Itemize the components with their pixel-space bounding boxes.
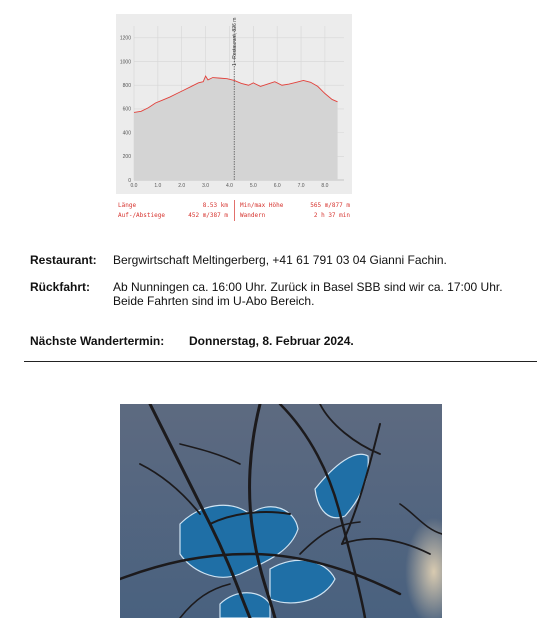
elevation-profile-svg <box>116 14 352 194</box>
ascent-descent-value: 452 m/387 m <box>188 212 228 219</box>
x-tick-label: 2.0 <box>178 183 186 189</box>
x-axis-ticks <box>131 183 329 189</box>
x-tick-label: 8.0 <box>321 183 329 189</box>
hiking-time-label: Wandern <box>240 212 266 219</box>
y-axis-ticks <box>120 36 131 184</box>
minmax-height-value: 565 m/877 m <box>310 202 350 209</box>
x-tick-label: 1.0 <box>154 183 162 189</box>
y-tick-label: 1200 <box>119 35 131 42</box>
elevation-area <box>134 76 338 180</box>
y-tick-label: 0 <box>128 177 131 184</box>
hiking-time-value: 2 h 37 min <box>313 212 350 219</box>
y-tick-label: 800 <box>122 83 131 90</box>
x-tick-label: 3.0 <box>202 183 210 189</box>
y-tick-label: 200 <box>122 154 131 161</box>
elevation-profile-chart <box>116 14 352 194</box>
next-hike-label: Nächste Wandertermin: <box>30 334 165 348</box>
return-trip-text-line-1: Ab Nunningen ca. 16:00 Uhr. Zurück in Basel SBB sind wir ca. 17:00 Uhr. <box>113 280 503 294</box>
horizontal-divider <box>24 361 537 362</box>
stats-row-1 <box>116 202 352 211</box>
x-tick-label: 0.0 <box>130 183 138 189</box>
y-tick-label: 400 <box>122 130 131 137</box>
restaurant-marker-label: 1 - Restaurant, 826 m <box>232 17 239 66</box>
route-stats <box>116 200 352 222</box>
restaurant-label: Restaurant: <box>30 253 97 267</box>
y-tick-label: 600 <box>122 106 131 113</box>
return-trip-text-line-2: Beide Fahrten sind im U-Abo Bereich. <box>113 294 315 308</box>
return-trip-label: Rückfahrt: <box>30 280 91 294</box>
length-label: Länge <box>118 202 137 209</box>
x-tick-label: 4.0 <box>225 183 233 189</box>
y-tick-label: 1000 <box>119 59 131 66</box>
length-value: 8.53 km <box>202 202 228 209</box>
photo-background-glow <box>360 464 442 618</box>
minmax-height-label: Min/max Höhe <box>240 202 284 209</box>
next-hike-date: Donnerstag, 8. Februar 2024. <box>189 334 354 348</box>
restaurant-text: Bergwirtschaft Meltingerberg, +41 61 791 03 04 Gianni Fachin. <box>113 253 447 267</box>
x-tick-label: 5.0 <box>249 183 257 189</box>
photo-illustration <box>120 404 442 618</box>
x-tick-label: 7.0 <box>297 183 305 189</box>
frosted-branches-photo <box>120 404 442 618</box>
ascent-descent-label: Auf-/Abstiege <box>118 212 165 219</box>
stats-row-2 <box>116 212 352 221</box>
x-tick-label: 6.0 <box>273 183 281 189</box>
